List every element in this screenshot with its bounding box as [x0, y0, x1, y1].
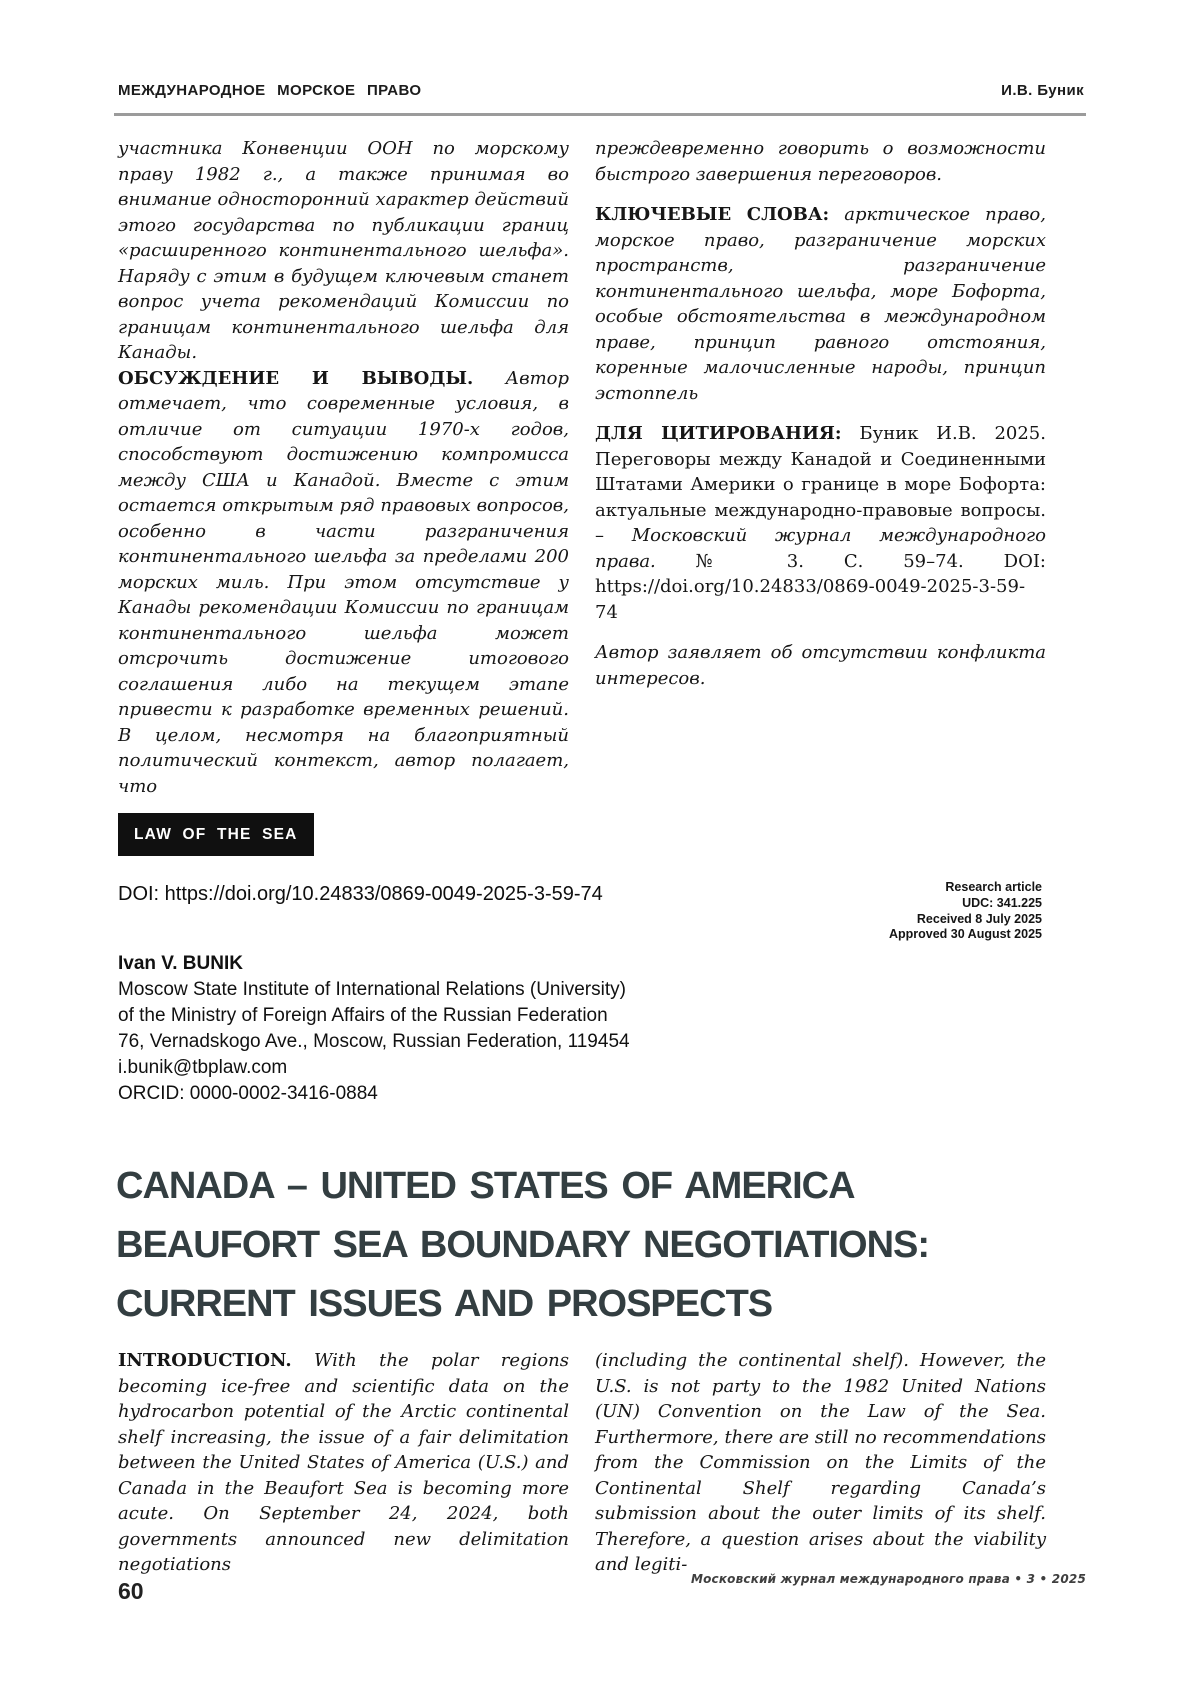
abstract-paragraph-discussion: [118, 366, 569, 800]
keywords-text: арктическое право, морское право, разграничение морских пространств, разграничение континентального шельфа, море Бофорта, особые обстоятельства в международном праве, принцип равного отстояния, коренные малочисленные народы, принцип эстоппель: [595, 204, 1046, 404]
meta-udc: UDC: 341.225: [962, 895, 1042, 910]
conflict-of-interest-statement: Автор заявляет об отсутствии конфликта интересов.: [595, 642, 1046, 689]
introduction-column-left: [118, 1348, 569, 1578]
meta-article-type: Research article: [945, 880, 1042, 894]
running-head-author: И.В. Буник: [1001, 82, 1084, 99]
article-title-line1: CANADA – UNITED STATES OF AMERICA: [116, 1165, 855, 1207]
article-doi-link[interactable]: DOI: https://doi.org/10.24833/0869-0049-2025-3-59-74: [118, 883, 603, 905]
author-block: [118, 951, 630, 1107]
abstract-paragraph-continuation: участника Конвенции ООН по морскому праву 1982 г., а также принимая во внимание односторонний характер действий этого государства по публикации границ «расширенного континентального шельфа». Наряду с этим в будущем ключевым станет вопрос учета рекомендаций Комиссии по границам континентального шельфа для Канады.: [118, 138, 569, 363]
introduction-text: With the polar regions becoming ice-free and scientific data on the hydrocarbon potential of the Arctic continental shelf increasing, the issue of a fair delimitation between the United States of America (U.S.) and Canada in the Beaufort Sea is becoming more acute. On September 24, 2024, both governments announced new delimitation negotiations: [118, 1350, 569, 1575]
article-meta-block: [889, 880, 1042, 943]
abstract-paragraph-end: преждевременно говорить о возможности быстрого завершения переговоров.: [595, 138, 1046, 185]
keywords-lead: КЛЮЧЕВЫЕ СЛОВА:: [595, 204, 830, 225]
author-name: Ivan V. BUNIK: [118, 953, 243, 974]
running-head-section: МЕЖДУНАРОДНОЕ МОРСКОЕ ПРАВО: [118, 82, 422, 99]
discussion-conclusions-text: Автор отмечает, что современные условия, в отличие от ситуации 1970-х годов, способствуют достижению компромисса между США и Канадой. Вместе с этим остается открытым ряд правовых вопросов, особенно в части разграничения континентального шельфа за пределами 200 морских миль. При этом отсутствие у Канады рекомендации Комиссии по границам континентального шельфа может отсрочить достижение итогового соглашения либо на текущем этапе привести к разработке временных решений. В целом, несмотря на благоприятный политический контекст, автор полагает, что: [118, 367, 570, 797]
discussion-conclusions-lead: ОБСУЖДЕНИЕ И ВЫВОДЫ.: [118, 367, 474, 389]
author-address: 76, Vernadskogo Ave., Moscow, Russian Federation, 119454: [118, 1031, 630, 1052]
abstract-russian-section: [118, 136, 1046, 799]
meta-received-date: Received 8 July 2025: [916, 911, 1042, 926]
abstract-column-right: [595, 136, 1046, 799]
meta-approved-date: Approved 30 August 2025: [888, 927, 1042, 942]
citation-doi-text[interactable]: № 3. С. 59–74. DOI: https://doi.org/10.24833/0869-0049-2025-3-59-74: [595, 550, 1046, 623]
author-email-link[interactable]: i.bunik@tbplaw.com: [118, 1057, 288, 1078]
section-label-text: LAW OF THE SEA: [134, 825, 298, 843]
introduction-paragraph: [118, 1348, 569, 1578]
introduction-column-right: [595, 1348, 1046, 1578]
introduction-lead: INTRODUCTION.: [118, 1350, 292, 1371]
introduction-section: [118, 1348, 1046, 1578]
footer-page-number: 60: [118, 1578, 144, 1604]
section-label-box: [118, 813, 314, 856]
keywords-paragraph: [595, 202, 1046, 406]
header-rule: [114, 113, 1086, 116]
for-citation-lead: ДЛЯ ЦИТИРОВАНИЯ:: [595, 423, 842, 444]
citation-journal-name: Московский журнал международного права.: [595, 525, 1046, 572]
author-orcid-link[interactable]: ORCID: 0000-0002-3416-0884: [118, 1083, 378, 1104]
article-title-line3: CURRENT ISSUES AND PROSPECTS: [116, 1283, 773, 1325]
citation-paragraph: [595, 421, 1046, 625]
introduction-paragraph-continued: (including the continental shelf). However, the U.S. is not party to the 1982 United Nations (UN) Convention on the Law of the Sea. Furthermore, there are still no recommendations from the Commission on the Limits of the Continental Shelf regarding Canada’s submission about the outer limits of its shelf. Therefore, a question arises about the viability and legiti-: [595, 1350, 1046, 1575]
citation-text: Буник И.В. 2025. Переговоры между Канадой и Соединенными Штатами Америки о границе в море Бофорта: актуальные международно-правовые вопросы. –: [595, 423, 1046, 546]
footer-journal-line: Московский журнал международного права • 3 • 2025: [690, 1572, 1086, 1586]
running-head: [118, 82, 1084, 99]
article-title-line2: BEAUFORT SEA BOUNDARY NEGOTIATIONS:: [116, 1224, 930, 1266]
article-title: [116, 1157, 929, 1334]
author-affiliation-line1: Moscow State Institute of International Relations (University): [118, 979, 626, 1000]
author-affiliation-line2: of the Ministry of Foreign Affairs of the Russian Federation: [118, 1005, 608, 1026]
abstract-column-left: [118, 136, 569, 799]
